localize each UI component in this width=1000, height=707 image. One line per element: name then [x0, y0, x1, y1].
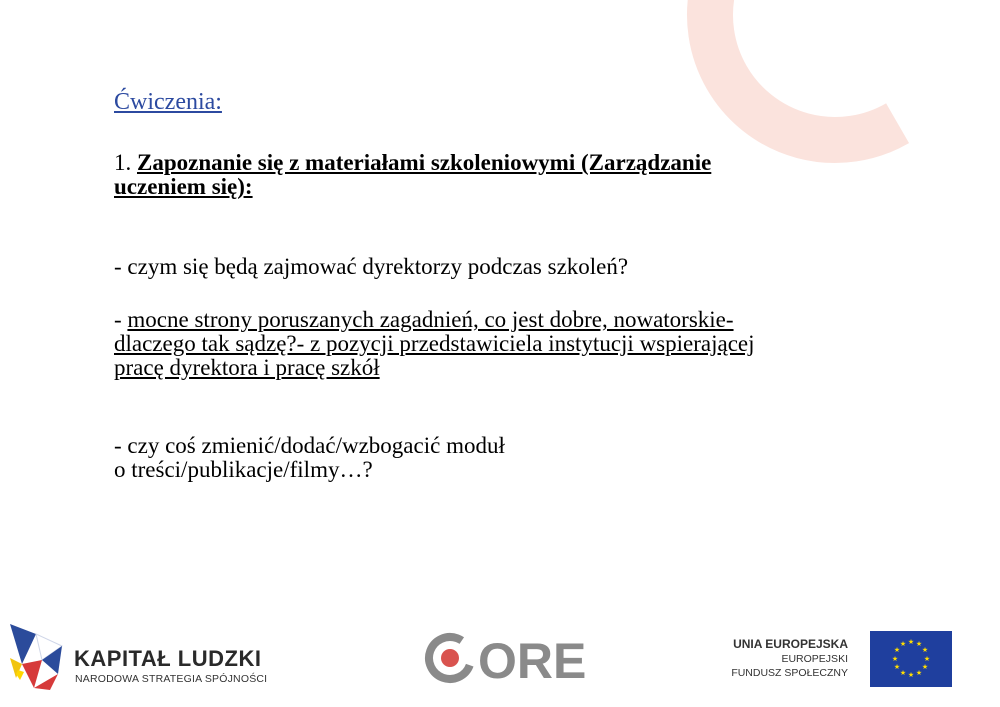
exercise-item-1 [114, 151, 874, 199]
bullet-2-line-3: pracę dyrektora i pracę szkół [114, 355, 380, 380]
svg-text:★: ★ [893, 646, 901, 654]
svg-text:★: ★ [921, 646, 929, 654]
bullet-1-text: czym się będą zajmować dyrektorzy podczas szkoleń? [127, 254, 629, 279]
svg-text:★: ★ [907, 671, 915, 679]
svg-text:★: ★ [891, 655, 899, 663]
eu-line-1: UNIA EUROPEJSKA [733, 637, 848, 651]
bullet-1 [114, 255, 874, 279]
svg-text:★: ★ [923, 655, 931, 663]
eu-line-3: FUNDUSZ SPOŁECZNY [731, 667, 848, 679]
ore-logo [424, 630, 587, 689]
eu-flag-icon [870, 631, 952, 687]
svg-text:★: ★ [893, 663, 901, 671]
bullet-3 [114, 434, 874, 482]
bullet-2 [114, 308, 874, 380]
bullet-2-line-1: mocne strony poruszanych zagadnień, co jest dobre, nowatorskie- [127, 307, 734, 332]
eu-text-block [731, 637, 848, 680]
svg-text:★: ★ [915, 669, 923, 677]
eu-line-2: EUROPEJSKI [781, 653, 848, 665]
item-number: 1. [114, 150, 137, 175]
bullet-1-prefix: - [114, 254, 128, 279]
svg-text:★: ★ [921, 663, 929, 671]
slide-heading[interactable]: Ćwiczenia: [114, 89, 222, 115]
bullet-3-line-1: - czy coś zmienić/dodać/wzbogacić moduł [114, 433, 505, 458]
kapital-ludzki-logo-icon [6, 618, 66, 692]
item-title-line-1: Zapoznanie się z materiałami szkoleniowymi (Zarządzanie [137, 150, 712, 175]
svg-text:★: ★ [899, 640, 907, 648]
svg-text:★: ★ [907, 638, 915, 646]
bullet-2-prefix: - [114, 307, 128, 332]
ore-text: ORE [478, 633, 587, 689]
item-title-line-2: uczeniem się): [114, 174, 253, 199]
bullet-3-line-2: o treści/publikacje/filmy…? [114, 457, 373, 482]
svg-text:★: ★ [899, 669, 907, 677]
kapital-ludzki-subtitle: NARODOWA STRATEGIA SPÓJNOŚCI [75, 673, 268, 685]
kapital-ludzki-title: KAPITAŁ LUDZKI [74, 646, 262, 671]
svg-text:★: ★ [915, 640, 923, 648]
bullet-2-line-2: dlaczego tak sądzę?- z pozycji przedstawiciela instytucji wspierającej [114, 331, 755, 356]
footer-logos [0, 600, 960, 707]
